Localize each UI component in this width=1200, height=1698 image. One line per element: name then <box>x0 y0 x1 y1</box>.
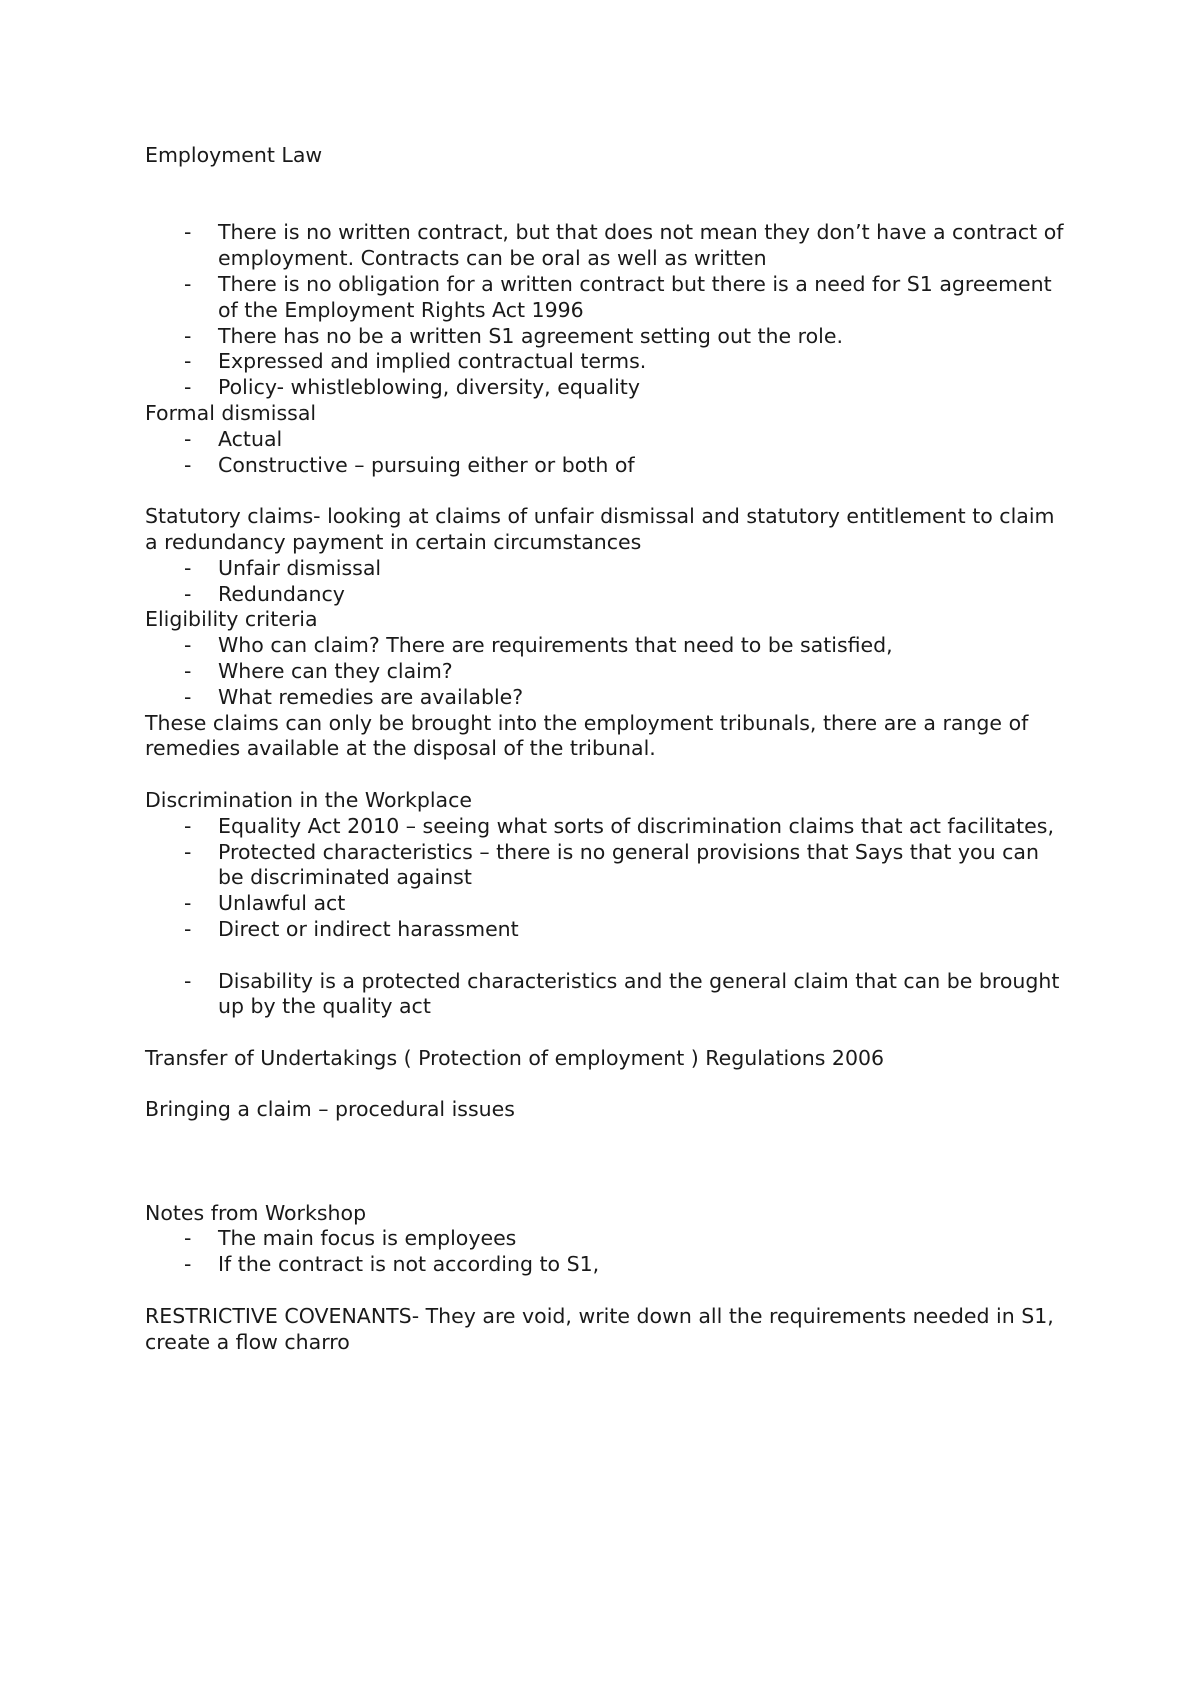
bringing-claim-line: Bringing a claim – procedural issues <box>145 1097 515 1122</box>
discrimination-list <box>145 814 1065 943</box>
list-item: - The main focus is employees <box>145 1226 1065 1252</box>
list-item: - Where can they claim? <box>145 659 1065 685</box>
formal-dismissal-list <box>145 427 1065 479</box>
list-item: - Protected characteristics – there is no general provisions that Says that you can be discriminated against <box>145 840 1065 892</box>
list-item: - Expressed and implied contractual terms. <box>145 349 1065 375</box>
list-item: - If the contract is not according to S1, <box>145 1252 1065 1278</box>
list-item: - Redundancy <box>145 582 1065 608</box>
intro-list <box>145 220 1065 401</box>
list-item: - Policy- whistleblowing, diversity, equality <box>145 375 1065 401</box>
document-title: Employment Law <box>145 143 323 167</box>
eligibility-list <box>145 633 1065 710</box>
eligibility-paragraph: These claims can only be brought into the employment tribunals, there are a range of remedies available at the disposal of the tribunal. <box>145 710 1029 761</box>
discrimination-extra-list <box>145 969 1065 1021</box>
list-item: - There is no obligation for a written contract but there is a need for S1 agreement of the Employment Rights Act 1996 <box>145 272 1065 324</box>
statutory-claims-list <box>145 556 1065 608</box>
formal-dismissal-heading: Formal dismissal <box>145 400 317 425</box>
list-item: - What remedies are available? <box>145 685 1065 711</box>
document-page <box>145 143 1065 1355</box>
workshop-heading: Notes from Workshop <box>145 1200 367 1225</box>
list-item: - Direct or indirect harassment <box>145 917 1065 943</box>
list-item: - Unfair dismissal <box>145 556 1065 582</box>
list-item: - There has no be a written S1 agreement setting out the role. <box>145 324 1065 350</box>
list-item: - Constructive – pursuing either or both of <box>145 453 1065 479</box>
tupe-line: Transfer of Undertakings ( Protection of employment ) Regulations 2006 <box>145 1045 885 1070</box>
list-item: - Actual <box>145 427 1065 453</box>
workshop-list <box>145 1226 1065 1278</box>
list-item: - Disability is a protected characteristics and the general claim that can be brought up by the quality act <box>145 969 1065 1021</box>
list-item: - There is no written contract, but that does not mean they don’t have a contract of employment. Contracts can be oral as well as written <box>145 220 1065 272</box>
statutory-claims-text: Statutory claims- looking at claims of unfair dismissal and statutory entitlement to claim a redundancy payment in certain circumstances <box>145 504 1055 554</box>
list-item: - Who can claim? There are requirements that need to be satisfied, <box>145 633 1065 659</box>
list-item: - Equality Act 2010 – seeing what sorts of discrimination claims that act facilitates, <box>145 814 1065 840</box>
restrictive-covenants-paragraph: RESTRICTIVE COVENANTS- They are void, write down all the requirements needed in S1, create a flow charro <box>145 1303 1054 1354</box>
list-item: - Unlawful act <box>145 891 1065 917</box>
eligibility-heading: Eligibility criteria <box>145 607 318 632</box>
discrimination-heading: Discrimination in the Workplace <box>145 787 472 812</box>
